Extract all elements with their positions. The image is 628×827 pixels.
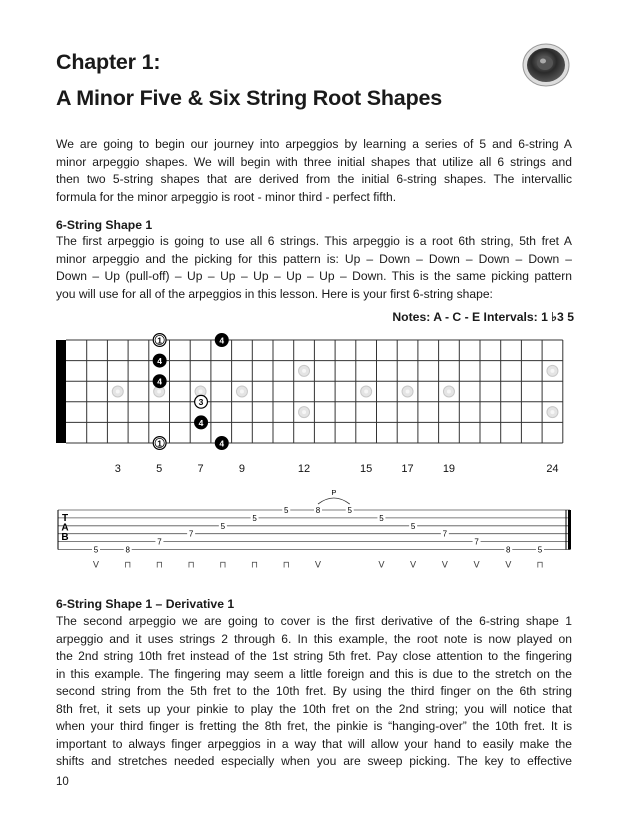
pick-stroke-mark: V xyxy=(92,560,100,571)
pulloff-slur xyxy=(318,498,350,504)
tab-fret-number: 7 xyxy=(474,537,479,547)
section1-heading: 6-String Shape 1 xyxy=(56,218,153,232)
intro-paragraph xyxy=(56,136,572,206)
tab-clef-letter: T xyxy=(61,512,69,524)
tab-fret-number: 8 xyxy=(506,545,511,555)
finger-number: 3 xyxy=(198,397,204,408)
page-number: 10 xyxy=(56,776,69,788)
section1-line: Down – Up (pull-off) – Up – Up – Up – Up – Up – Down. This is the same picking pattern xyxy=(56,269,572,283)
pick-stroke-mark: ⊓ xyxy=(187,560,195,571)
section1-line: you will use for all of the arpeggios in this lesson. Here is your first 6-string shape: xyxy=(56,286,493,301)
fretboard-nut xyxy=(56,340,66,443)
fret-number-label: 5 xyxy=(156,463,163,472)
section2-line: important to always finger arpeggios in a way that will allow your hand to easily make the xyxy=(56,736,572,751)
inlay-dot-center xyxy=(447,390,451,394)
fret-number-label: 15 xyxy=(360,463,373,472)
chapter-title: A Minor Five & Six String Root Shapes xyxy=(56,86,443,110)
pick-stroke-mark: ⊓ xyxy=(251,560,259,571)
tab-fret-number: 5 xyxy=(93,545,99,555)
pick-stroke-mark: V xyxy=(378,560,385,571)
pick-stroke-mark: V xyxy=(314,560,322,571)
section1-line: The first arpeggio is going to use all 6 strings. This arpeggio is a root 6th string, 5th fret A xyxy=(56,234,572,248)
tab-fret-number: 5 xyxy=(252,513,257,523)
section2-heading: 6-String Shape 1 – Derivative 1 xyxy=(56,597,235,611)
tab-staff xyxy=(56,486,576,582)
intro-line: formula for the minor arpeggio is root - minor third - perfect fifth. xyxy=(56,189,397,204)
finger-number: 4 xyxy=(219,438,225,449)
finger-number: 1 xyxy=(157,335,163,346)
inlay-dot-center xyxy=(550,410,554,414)
intro-line: We are going to begin our journey into arpeggios by learning a series of 5 and 6-string A xyxy=(56,137,572,151)
pick-stroke-mark: ⊓ xyxy=(155,560,163,571)
finger-number: 4 xyxy=(219,335,225,346)
section2-line: arpeggio and it uses strings 2 through 6. In this example, the root note is now played on xyxy=(56,631,572,646)
pick-stroke-mark: ⊓ xyxy=(124,560,132,571)
tab-fret-number: 5 xyxy=(284,506,289,515)
finger-number: 4 xyxy=(157,376,163,387)
inlay-dot-center xyxy=(240,390,244,394)
tab-fret-number: 5 xyxy=(379,513,384,523)
tab-fret-number: 5 xyxy=(347,506,352,515)
pick-stroke-mark: ⊓ xyxy=(536,560,544,571)
fret-number-label: 17 xyxy=(401,463,414,472)
tab-fret-number: 5 xyxy=(410,521,416,531)
fret-number-label: 12 xyxy=(297,463,311,472)
tab-fret-number: 7 xyxy=(157,537,162,547)
pick-stroke-mark: V xyxy=(441,560,448,571)
tab-fret-number: 7 xyxy=(188,529,194,539)
inlay-dot-center xyxy=(157,390,161,394)
inlay-dot-center xyxy=(364,390,368,394)
fret-number-label: 24 xyxy=(546,463,559,472)
tab-fret-number: 8 xyxy=(125,545,130,555)
tab-fret-number: 5 xyxy=(537,545,543,555)
section2-line: the 2nd string 10th fret instead of the 1st string 5th fret. Pay close attention to the fingering xyxy=(56,649,572,663)
section2-line: shifts and stretches needed especially when you are sweep picking. The key to effective xyxy=(56,754,572,768)
inlay-dot-center xyxy=(302,369,306,373)
tab-clef-letter: A xyxy=(61,522,69,534)
fret-number-label: 9 xyxy=(238,463,246,472)
inlay-dot-center xyxy=(116,390,120,394)
inlay-dot-center xyxy=(550,369,554,373)
finger-number: 1 xyxy=(157,438,163,449)
inlay-dot-center xyxy=(302,410,306,414)
section2-paragraph xyxy=(56,613,572,771)
fret-number-label: 7 xyxy=(197,463,204,472)
tab-fret-number: 7 xyxy=(442,529,448,539)
section1-line: minor arpeggio and the picking for this pattern is: Up – Down – Down – Down – Down – xyxy=(56,251,572,266)
tab-fret-number: 5 xyxy=(220,521,226,531)
section2-line: second string from the 5th fret to the 10th fret. By using the third finger on the 6th string xyxy=(56,684,572,698)
pick-stroke-mark: ⊓ xyxy=(282,560,290,571)
inlay-dot-center xyxy=(406,390,410,394)
section2-line: 8th fret, it sets up your pinkie to play the 10th fret on the 2nd string; you will notice that xyxy=(56,701,572,716)
section1-paragraph xyxy=(56,233,572,303)
fret-number-label: 19 xyxy=(442,463,456,472)
pick-stroke-mark: V xyxy=(505,560,512,571)
section2-line: The second arpeggio we are going to cover is the first derivative of the 6-string shape 1 xyxy=(56,614,572,628)
speaker-icon xyxy=(520,40,572,88)
tab-clef-letter: B xyxy=(61,531,69,543)
tab-fret-number: 8 xyxy=(315,506,321,515)
fretboard-diagram xyxy=(56,332,576,472)
pick-stroke-mark: ⊓ xyxy=(219,560,227,571)
inlay-dot-center xyxy=(199,390,203,394)
pulloff-label: P xyxy=(331,488,337,497)
finger-number: 4 xyxy=(198,417,204,428)
fret-number-label: 3 xyxy=(114,463,121,472)
pick-stroke-mark: V xyxy=(473,560,480,571)
finger-number: 4 xyxy=(157,356,163,366)
chapter-label: Chapter 1: xyxy=(56,50,161,74)
notes-intervals-label: Notes: A - C - E Intervals: 1 ♭3 5 xyxy=(392,310,574,324)
intro-line: then two 5-string shapes that are derived from the initial 6-string shapes. The intervallic xyxy=(56,172,572,186)
intro-line: minor arpeggio shapes. We will begin with three initial shapes that utilize all 6 strings and xyxy=(56,154,572,169)
tab-end-bar-thick xyxy=(568,510,571,550)
pick-stroke-mark: V xyxy=(410,560,417,571)
section2-line: when your third finger is fretting the 8th fret, the pinkie is “hanging-over” the 10th fret. It is xyxy=(56,719,572,733)
section2-line: in this example. The fingering may seem a little foreign and this is due to the stretch on the xyxy=(56,666,572,681)
